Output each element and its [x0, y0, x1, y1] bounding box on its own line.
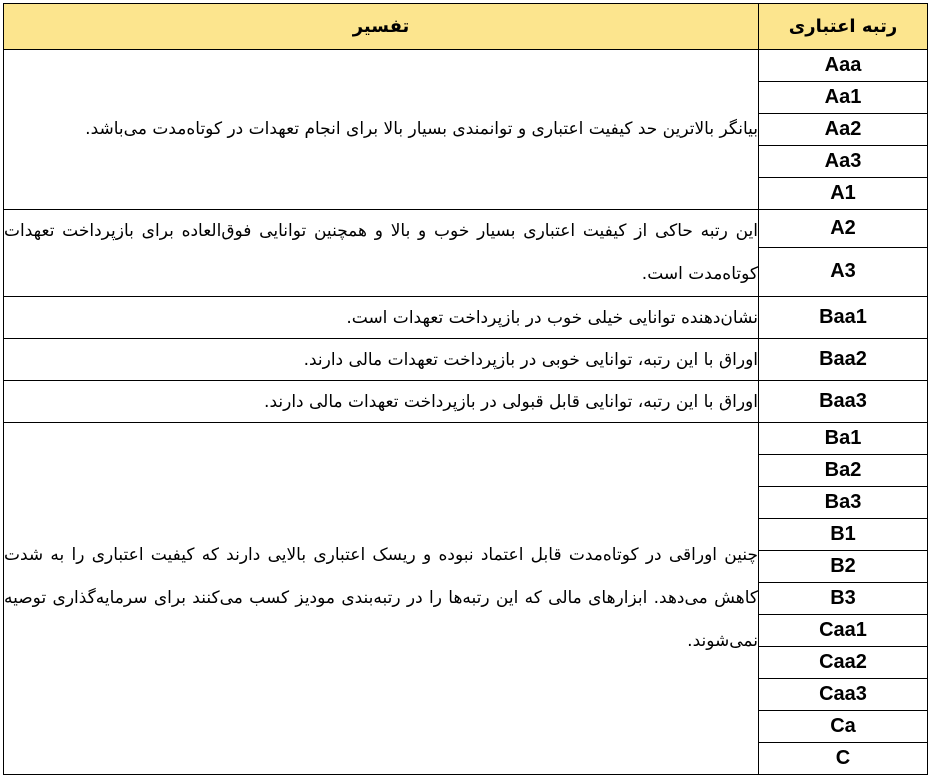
rating-cell: Caa3	[759, 679, 928, 711]
rating-cell: Aaa	[759, 50, 928, 82]
rating-cell: Aa3	[759, 146, 928, 178]
rating-cell: Baa2	[759, 339, 928, 381]
table-row	[4, 423, 928, 455]
rating-cell: A1	[759, 178, 928, 210]
rating-cell: Baa1	[759, 297, 928, 339]
rating-cell: Aa2	[759, 114, 928, 146]
rating-cell: Aa1	[759, 82, 928, 114]
description-cell: بیانگر بالاترین حد کیفیت اعتباری و توانمندی بسیار بالا برای انجام تعهدات در کوتاه‌مدت می‌باشد.	[4, 50, 759, 210]
rating-cell: Ba3	[759, 487, 928, 519]
rating-cell: B2	[759, 551, 928, 583]
rating-cell: A2	[759, 210, 928, 248]
description-cell: این رتبه حاکی از کیفیت اعتباری بسیار خوب و بالا و همچنین توانایی فوق‌العاده برای بازپرداخت تعهدات کوتاه‌مدت است.	[4, 210, 759, 297]
header-row	[4, 4, 928, 50]
table-row	[4, 297, 928, 339]
description-cell: نشان‌دهنده توانایی خیلی خوب در بازپرداخت تعهدات است.	[4, 297, 759, 339]
rating-cell: Ba2	[759, 455, 928, 487]
rating-cell: Ba1	[759, 423, 928, 455]
rating-cell: B3	[759, 583, 928, 615]
rating-cell: Caa2	[759, 647, 928, 679]
rating-cell: Caa1	[759, 615, 928, 647]
rating-cell: A3	[759, 247, 928, 296]
credit-rating-table	[3, 3, 928, 775]
rating-cell: B1	[759, 519, 928, 551]
rating-cell: Baa3	[759, 381, 928, 423]
table-row	[4, 50, 928, 82]
description-cell: اوراق با این رتبه، توانایی قابل قبولی در بازپرداخت تعهدات مالی دارند.	[4, 381, 759, 423]
table-row	[4, 210, 928, 248]
table-row	[4, 339, 928, 381]
description-cell: چنین اوراقی در کوتاه‌مدت قابل اعتماد نبوده و ریسک اعتباری بالایی دارند که کیفیت اعتباری را به شدت کاهش می‌دهد. ابزارهای مالی که این رتبه‌ها را در رتبه‌بندی مودیز کسب می‌کنند برای سرمایه‌گذاری توصیه نمی‌شوند.	[4, 423, 759, 775]
interpretation-column-header: تفسیر	[4, 4, 759, 50]
rating-cell: Ca	[759, 711, 928, 743]
table-row	[4, 381, 928, 423]
rating-column-header: رتبه اعتباری	[759, 4, 928, 50]
rating-cell: C	[759, 743, 928, 775]
description-cell: اوراق با این رتبه، توانایی خوبی در بازپرداخت تعهدات مالی دارند.	[4, 339, 759, 381]
